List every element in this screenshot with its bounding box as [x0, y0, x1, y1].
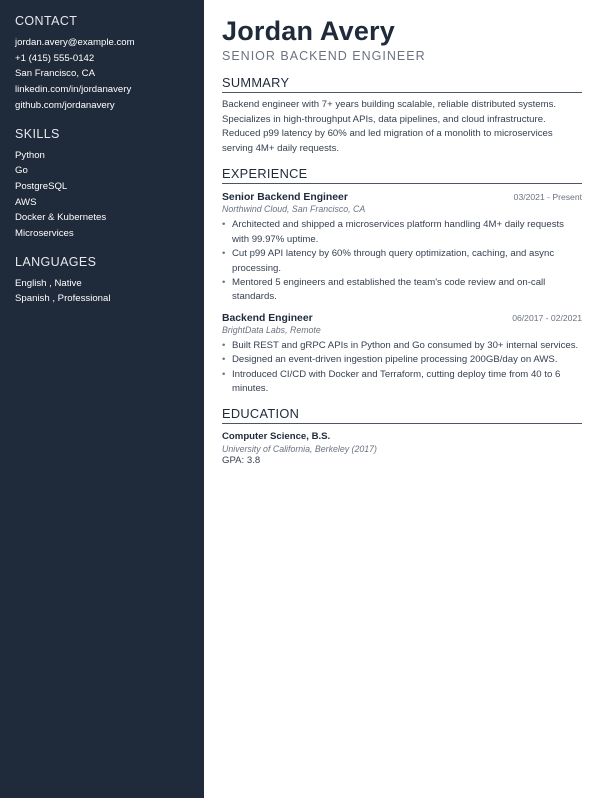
main-content [204, 0, 600, 798]
bullet-dot-icon: • [222, 277, 226, 288]
job-bullet [222, 276, 582, 305]
skill-item: PostgreSQL [15, 180, 68, 192]
education-gpa: GPA: 3.8 [222, 455, 261, 467]
bullet-dot-icon: • [222, 354, 226, 366]
job-company: BrightData Labs, Remote [222, 324, 321, 335]
job-bullet [222, 353, 582, 367]
job-bullet [222, 218, 582, 247]
skill-item: AWS [15, 196, 37, 208]
bullet-text: Cut p99 API latency by 60% through query optimization, caching, and async processing. [232, 248, 555, 274]
summary-text: Backend engineer with 7+ years building scalable, reliable distributed systems. Specializes in high-throughput APIs, data pipelines, and cloud infrastructure. Reduced p99 latency by 60% and led migration of a monolith to microservices serving 4M+ daily requests. [222, 99, 557, 154]
job-dates: 06/2017 - 02/2021 [512, 312, 582, 323]
bullet-text: Built REST and gRPC APIs in Python and Go consumed by 30+ internal services. [232, 339, 579, 351]
candidate-name: Jordan Avery [222, 16, 395, 46]
skills-list [15, 148, 204, 242]
education-heading: EDUCATION [222, 406, 582, 424]
job-bullet [222, 368, 582, 397]
skill-item: Python [15, 149, 45, 161]
job-title: Backend Engineer [222, 312, 313, 324]
bullet-dot-icon: • [222, 248, 226, 260]
contact-location: San Francisco, CA [15, 68, 95, 80]
summary-heading: SUMMARY [222, 75, 582, 93]
education-degree: Computer Science, B.S. [222, 431, 331, 443]
education-school: University of California, Berkeley (2017) [222, 444, 377, 455]
bullet-text: Architected and shipped a microservices platform handling 4M+ daily requests with 99.97% uptime. [232, 219, 564, 245]
bullet-dot-icon: • [222, 219, 226, 231]
job-dates: 03/2021 - Present [513, 192, 582, 203]
skill-item: Go [15, 165, 28, 177]
job-bullet [222, 247, 582, 276]
skills-heading: SKILLS [15, 126, 60, 141]
skill-item: Microservices [15, 228, 74, 240]
contact-list [15, 35, 204, 114]
job-bullet [222, 339, 582, 353]
job-bullets [222, 339, 582, 397]
contact-phone[interactable]: +1 (415) 555-0142 [15, 52, 95, 64]
sidebar [0, 0, 204, 798]
job-bullets [222, 218, 582, 304]
job-header [222, 313, 582, 324]
job-title: Senior Backend Engineer [222, 192, 348, 204]
job-entry [222, 192, 582, 304]
contact-linkedin[interactable]: linkedin.com/in/jordanavery [15, 84, 132, 96]
bullet-text: Introduced CI/CD with Docker and Terraform, cutting deploy time from 40 to 6 minutes. [232, 368, 561, 395]
contact-heading: CONTACT [15, 14, 78, 28]
contact-email[interactable]: jordan.avery@example.com [15, 37, 135, 48]
languages-list [15, 276, 204, 307]
job-company: Northwind Cloud, San Francisco, CA [222, 204, 366, 215]
bullet-dot-icon: • [222, 368, 226, 380]
education-entry [222, 431, 582, 466]
job-entry [222, 313, 582, 397]
bullet-text: Mentored 5 engineers and established the team's code review and on-call standards. [232, 277, 546, 303]
skill-item: Docker & Kubernetes [15, 212, 107, 224]
languages-heading: LANGUAGES [15, 254, 97, 269]
job-header [222, 192, 582, 203]
experience-heading: EXPERIENCE [222, 166, 582, 184]
bullet-dot-icon: • [222, 339, 226, 351]
candidate-role: SENIOR BACKEND ENGINEER [222, 49, 426, 63]
bullet-text: Designed an event-driven ingestion pipeline processing 200GB/day on AWS. [232, 354, 558, 366]
contact-github[interactable]: github.com/jordanavery [15, 99, 115, 111]
language-item: Spanish , Professional [15, 293, 111, 305]
language-item: English , Native [15, 277, 82, 289]
